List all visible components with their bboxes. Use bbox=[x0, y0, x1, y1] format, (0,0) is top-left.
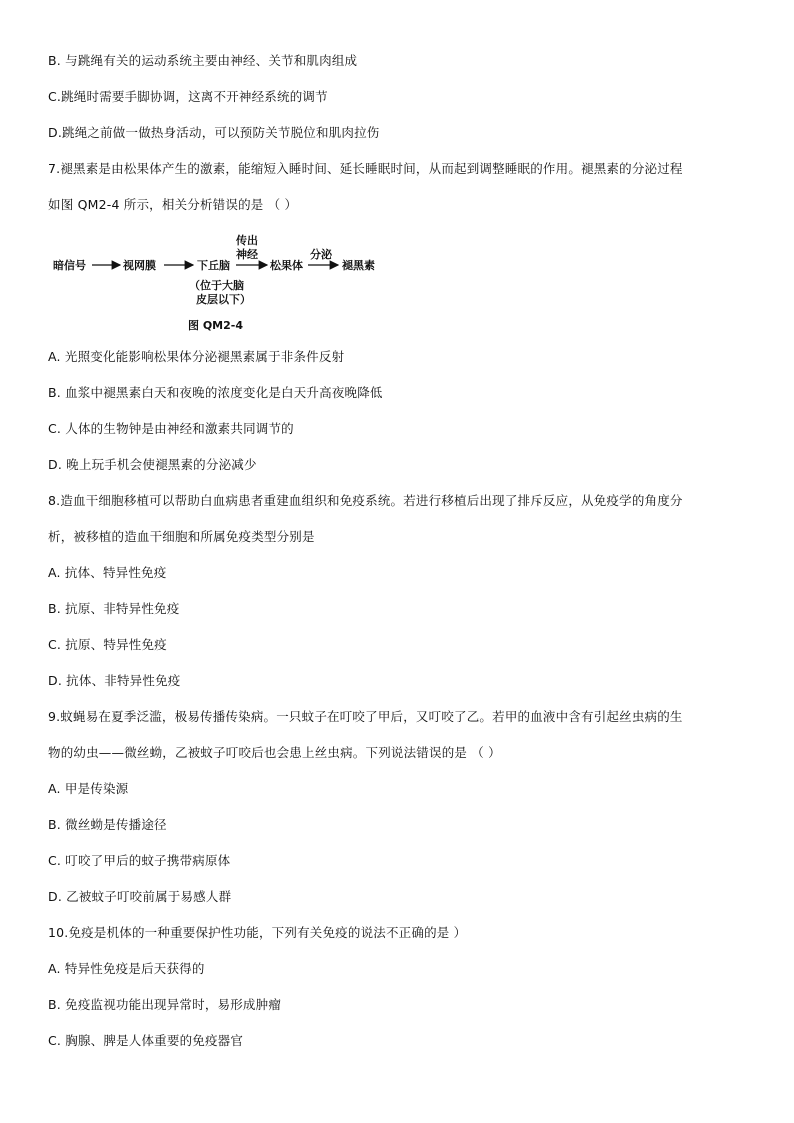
q8-stem-line2: 析，被移植的造血干细胞和所属免疫类型分别是 bbox=[48, 529, 315, 544]
q7-option-d: D. 晚上玩手机会使褪黑素的分泌减少 bbox=[48, 457, 257, 472]
label-efferent-1: 传出 bbox=[236, 234, 258, 247]
node-hypothalamus: 下丘脑 bbox=[197, 259, 230, 272]
node-dark-signal: 暗信号 bbox=[53, 259, 86, 272]
q6-option-c: C.跳绳时需要手脚协调，这离不开神经系统的调节 bbox=[48, 89, 328, 104]
q8-option-c: C. 抗原、特异性免疫 bbox=[48, 637, 167, 652]
label-secrete: 分泌 bbox=[310, 248, 332, 261]
q9-stem-line1: 9.蚊蝇易在夏季泛滥，极易传播传染病。一只蚊子在叮咬了甲后，又叮咬了乙。若甲的血液中含有引起丝虫病的生 bbox=[48, 709, 683, 724]
q7-option-c: C. 人体的生物钟是由神经和激素共同调节的 bbox=[48, 421, 294, 436]
node-retina: 视网膜 bbox=[123, 259, 156, 272]
figure-caption: 图 QM2-4 bbox=[188, 319, 243, 332]
q10-option-a: A. 特异性免疫是后天获得的 bbox=[48, 961, 205, 976]
q8-option-a: A. 抗体、特异性免疫 bbox=[48, 565, 167, 580]
q8-option-d: D. 抗体、非特异性免疫 bbox=[48, 673, 181, 688]
note-line1: （位于大脑 bbox=[189, 279, 244, 292]
q7-stem-line2: 如图 QM2-4 所示，相关分析错误的是 （ ） bbox=[48, 197, 298, 212]
q9-option-b: B. 微丝蚴是传播途径 bbox=[48, 817, 167, 832]
q10-stem: 10.免疫是机体的一种重要保护性功能，下列有关免疫的说法不正确的是 ） bbox=[48, 925, 467, 940]
q9-option-c: C. 叮咬了甲后的蚊子携带病原体 bbox=[48, 853, 231, 868]
q10-option-c: C. 胸腺、脾是人体重要的免疫器官 bbox=[48, 1033, 244, 1048]
q6-option-b: B. 与跳绳有关的运动系统主要由神经、关节和肌肉组成 bbox=[48, 53, 358, 68]
node-melatonin: 褪黑素 bbox=[342, 259, 375, 272]
q9-stem-line2: 物的幼虫——微丝蚴，乙被蚊子叮咬后也会患上丝虫病。下列说法错误的是 （ ） bbox=[48, 745, 501, 760]
q9-option-d: D. 乙被蚊子叮咬前属于易感人群 bbox=[48, 889, 232, 904]
flow-diagram bbox=[40, 228, 440, 336]
figure-qm2-4 bbox=[40, 228, 440, 336]
q9-option-a: A. 甲是传染源 bbox=[48, 781, 129, 796]
node-pineal: 松果体 bbox=[270, 259, 303, 272]
q8-option-b: B. 抗原、非特异性免疫 bbox=[48, 601, 180, 616]
q6-option-d: D.跳绳之前做一做热身活动，可以预防关节脱位和肌肉拉伤 bbox=[48, 125, 380, 140]
note-line2: 皮层以下） bbox=[196, 293, 251, 306]
q7-option-b: B. 血浆中褪黑素白天和夜晚的浓度变化是白天升高夜晚降低 bbox=[48, 385, 383, 400]
label-efferent-2: 神经 bbox=[236, 248, 258, 261]
q7-stem-line1: 7.褪黑素是由松果体产生的激素，能缩短入睡时间、延长睡眠时间，从而起到调整睡眠的作用。褪黑素的分泌过程 bbox=[48, 161, 683, 176]
q8-stem-line1: 8.造血干细胞移植可以帮助白血病患者重建血组织和免疫系统。若进行移植后出现了排斥反应，从免疫学的角度分 bbox=[48, 493, 683, 508]
q10-option-b: B. 免疫监视功能出现异常时，易形成肿瘤 bbox=[48, 997, 282, 1012]
q7-option-a: A. 光照变化能影响松果体分泌褪黑素属于非条件反射 bbox=[48, 349, 345, 364]
